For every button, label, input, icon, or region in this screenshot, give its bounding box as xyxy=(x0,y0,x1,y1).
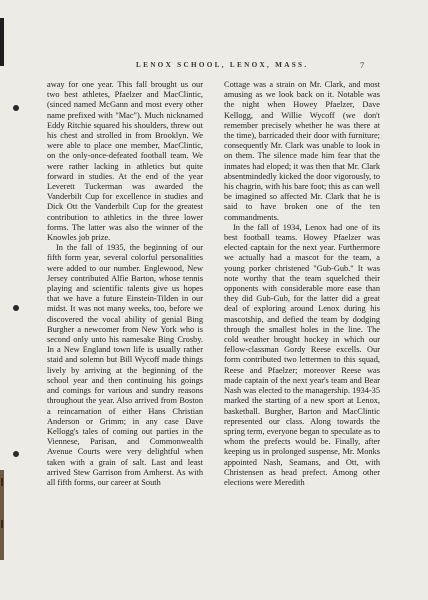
staple-mark xyxy=(1,520,3,528)
binding-hole xyxy=(13,451,19,457)
binding-edge-dark xyxy=(0,18,4,66)
binding-hole xyxy=(13,305,19,311)
running-head: LENOX SCHOOL, LENOX, MASS. xyxy=(136,61,309,69)
paragraph: Cottage was a strain on Mr. Clark, and most amusing as we look back on it. Notable was the night when Howey Pfaelzer, Dave Kellogg, and Willie Wycoff (we don't remember precisely whether he was there at the time), barricaded their door with furniture; consequently Mr. Clark was unable to look in on them. The silence made him fear that the inmates had eloped; it was then that Mr. Clark absentmindedly kicked the door vigorously, to his chagrin, with his bare foot; this as can well be imagined so affected Mr. Clark that he is said to have broken one of the ten commandments. xyxy=(224,80,380,222)
page-number: 7 xyxy=(360,60,365,70)
paragraph: In the fall of 1935, the beginning of our fifth form year, several colorful personalities were added to our number. Englewood, New Jersey contributed Alfie Barton, whose tennis playing and scientific talents give us hopes that we have a future Einstein-Tilden in our midst. It was not many weeks, too, before we discovered the vocal ability of genial Bing Burgher a newcomer from New York who is second only unto his namesake Bing Crosby. In a New England town life is usually rather staid and solemn but Bill Wycoff made things lively by arriving at the beginning of the school year and then continuing his goings and comings for various and sundry reasons throughout the year. Also arrived from Boston a reincarnation of either Hans Christian Anderson or Grimm; in any case Dave Kellogg's tales of coming out parties in the Viennese, Parisan, and Commonwealth Avenue Courts were very delightful when taken with a grain of salt. Last and least arrived Stew Garrison from Amherst. As with all fifth forms, our career at South xyxy=(47,243,203,487)
text-column-left xyxy=(47,80,203,488)
paragraph: In the fall of 1934, Lenox had one of its best football teams. Howey Pfaelzer was elected captain for the next year. Furthermore we actually had a mascot for the team, a young porker christened "Gub-Gub." It was note worthy that the team squelched their opponents with considerable more ease than they did Gub-Gub, for the latter did a great deal of exploring around Lenox during his mascotship, and defied the team by dodging through the smallest holes in the line. The cold weather brought hockey in which our fellow-classman Gordy Reese excells. Our form contributed two lettermen to this squad, Reese and Pfaelzer; moreover Reese was made captain of the next year's team and Bear Nash was elected to the managership. 1934-35 marked the starting of a new sport at Lenox, basketball. Burgher, Barton and MacClintic represented our class. Along towards the spring term, everyone began to speculate as to whom the prefects would be. Finally, after keeping us in prolonged suspense, Mr. Monks appointed Nash, Seamans, and Ott, with Christensen as head prefect. Among other elections were Meredith xyxy=(224,222,380,487)
staple-mark xyxy=(1,478,3,486)
paragraph: away for one year. This fall brought us our two best athletes, Pfaelzer and MacClintic, (sinced named McGann and most every other name prefixed with "Mac"). Much nicknamed Eddy Ritchie squared his shoulders, threw out his chest and strolled in from Brooklyn. We were able to place one member, MacClintic, on the only-once-defeated football team. We were rather lacking in athletics but quite forward in studies. At the end of the year Leverett Tuckerman was awarded the Vanderbilt Cup for excellence in studies and Dick Ott the Vanderbilt Cup for the greatest contribution to athletics in the three lower forms. The latter was also the winner of the Knowles job prize. xyxy=(47,80,203,243)
text-column-right xyxy=(224,80,380,488)
binding-hole xyxy=(13,105,19,111)
